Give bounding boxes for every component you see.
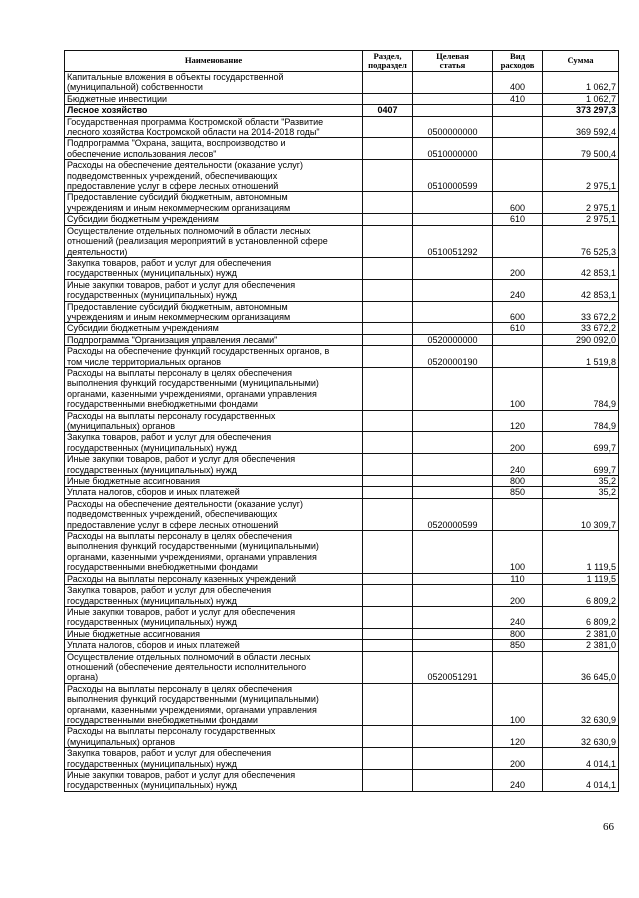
row-name: Закупка товаров, работ и услуг для обеспечения государственных (муниципальных) нужд <box>65 585 363 607</box>
row-expense-type: 610 <box>493 214 543 225</box>
row-section <box>363 323 413 334</box>
row-name: Расходы на обеспечение функций государственных органов, в том числе территориальных органов <box>65 346 363 368</box>
row-target <box>413 214 493 225</box>
row-section <box>363 432 413 454</box>
header-sum: Сумма <box>543 51 619 72</box>
row-sum: 699,7 <box>543 432 619 454</box>
row-sum: 35,2 <box>543 487 619 498</box>
row-target <box>413 770 493 792</box>
row-target: 0510051292 <box>413 225 493 257</box>
row-target: 0510000599 <box>413 160 493 192</box>
row-sum: 784,9 <box>543 410 619 432</box>
table-row <box>65 487 619 498</box>
row-section <box>363 301 413 323</box>
row-section <box>363 138 413 160</box>
row-sum: 2 975,1 <box>543 214 619 225</box>
table-row <box>65 476 619 487</box>
row-sum: 1 119,5 <box>543 531 619 574</box>
row-name: Субсидии бюджетным учреждениям <box>65 323 363 334</box>
row-sum: 4 014,1 <box>543 770 619 792</box>
row-section <box>363 72 413 94</box>
table-row <box>65 279 619 301</box>
row-name: Закупка товаров, работ и услуг для обеспечения государственных (муниципальных) нужд <box>65 257 363 279</box>
row-sum: 2 975,1 <box>543 160 619 192</box>
row-expense-type: 240 <box>493 279 543 301</box>
row-target <box>413 72 493 94</box>
row-expense-type <box>493 334 543 345</box>
row-sum: 6 809,2 <box>543 606 619 628</box>
table-row <box>65 640 619 651</box>
row-target <box>413 531 493 574</box>
row-target <box>413 748 493 770</box>
row-section <box>363 683 413 726</box>
row-target: 0520000599 <box>413 498 493 530</box>
row-expense-type <box>493 498 543 530</box>
row-target: 0500000000 <box>413 116 493 138</box>
row-target <box>413 573 493 584</box>
row-section <box>363 531 413 574</box>
row-expense-type <box>493 160 543 192</box>
row-target <box>413 454 493 476</box>
row-expense-type: 240 <box>493 606 543 628</box>
row-target <box>413 476 493 487</box>
table-row <box>65 138 619 160</box>
row-sum: 784,9 <box>543 367 619 410</box>
row-target <box>413 726 493 748</box>
table-header-row <box>65 51 619 72</box>
row-sum: 76 525,3 <box>543 225 619 257</box>
row-sum: 1 119,5 <box>543 573 619 584</box>
row-section <box>363 225 413 257</box>
row-target <box>413 606 493 628</box>
header-section: Раздел, подраздел <box>363 51 413 72</box>
row-name: Бюджетные инвестиции <box>65 93 363 104</box>
header-target: Целевая статья <box>413 51 493 72</box>
row-expense-type: 800 <box>493 476 543 487</box>
table-row <box>65 346 619 368</box>
table-row <box>65 192 619 214</box>
row-sum: 33 672,2 <box>543 301 619 323</box>
row-expense-type <box>493 651 543 683</box>
row-expense-type: 200 <box>493 257 543 279</box>
row-section <box>363 160 413 192</box>
table-row <box>65 726 619 748</box>
row-section <box>363 279 413 301</box>
row-section <box>363 585 413 607</box>
table-row <box>65 214 619 225</box>
row-name: Расходы на обеспечение деятельности (оказание услуг) подведомственных учреждений, обеспечивающих предоставление услуг в сфере лесных отношений <box>65 498 363 530</box>
row-target <box>413 192 493 214</box>
row-name: Закупка товаров, работ и услуг для обеспечения государственных (муниципальных) нужд <box>65 432 363 454</box>
row-name: Иные закупки товаров, работ и услуг для обеспечения государственных (муниципальных) нужд <box>65 606 363 628</box>
table-row <box>65 651 619 683</box>
row-sum: 6 809,2 <box>543 585 619 607</box>
table-row <box>65 301 619 323</box>
row-name: Закупка товаров, работ и услуг для обеспечения государственных (муниципальных) нужд <box>65 748 363 770</box>
row-name: Расходы на выплаты персоналу в целях обеспечения выполнения функций государственными (муниципальными) органами, казенными учреждениями, органами управления государственными внебюджетными фондами <box>65 683 363 726</box>
table-row <box>65 116 619 138</box>
row-name: Иные закупки товаров, работ и услуг для обеспечения государственных (муниципальных) нужд <box>65 279 363 301</box>
row-section <box>363 93 413 104</box>
table-row <box>65 410 619 432</box>
row-name: Предоставление субсидий бюджетным, автономным учреждениям и иным некоммерческим организациям <box>65 301 363 323</box>
budget-table <box>64 50 619 792</box>
table-row <box>65 573 619 584</box>
row-expense-type: 400 <box>493 72 543 94</box>
row-target <box>413 585 493 607</box>
row-expense-type <box>493 116 543 138</box>
row-name: Подпрограмма "Организация управления лесами" <box>65 334 363 345</box>
row-target <box>413 432 493 454</box>
row-section <box>363 726 413 748</box>
row-target <box>413 487 493 498</box>
row-section <box>363 606 413 628</box>
row-section <box>363 410 413 432</box>
row-name: Иные закупки товаров, работ и услуг для обеспечения государственных (муниципальных) нужд <box>65 454 363 476</box>
row-expense-type <box>493 225 543 257</box>
row-sum: 1 519,8 <box>543 346 619 368</box>
row-expense-type: 850 <box>493 640 543 651</box>
row-sum: 42 853,1 <box>543 257 619 279</box>
row-target: 0510000000 <box>413 138 493 160</box>
row-sum: 10 309,7 <box>543 498 619 530</box>
row-expense-type <box>493 105 543 116</box>
table-row <box>65 628 619 639</box>
row-target <box>413 367 493 410</box>
row-expense-type: 100 <box>493 531 543 574</box>
row-expense-type: 600 <box>493 301 543 323</box>
row-name: Предоставление субсидий бюджетным, автономным учреждениям и иным некоммерческим организациям <box>65 192 363 214</box>
row-section <box>363 651 413 683</box>
row-expense-type: 410 <box>493 93 543 104</box>
row-sum: 2 381,0 <box>543 628 619 639</box>
row-name: Расходы на выплаты персоналу в целях обеспечения выполнения функций государственными (муниципальными) органами, казенными учреждениями, органами управления государственными внебюджетными фондами <box>65 531 363 574</box>
row-sum: 2 381,0 <box>543 640 619 651</box>
row-section <box>363 116 413 138</box>
table-row <box>65 93 619 104</box>
row-name: Расходы на выплаты персоналу в целях обеспечения выполнения функций государственными (муниципальными) органами, казенными учреждениями, органами управления государственными внебюджетными фондами <box>65 367 363 410</box>
row-section <box>363 487 413 498</box>
page-number: 66 <box>603 821 614 833</box>
row-name: Государственная программа Костромской области "Развитие лесного хозяйства Костромской области на 2014-2018 годы" <box>65 116 363 138</box>
row-target <box>413 105 493 116</box>
row-section <box>363 334 413 345</box>
row-section <box>363 748 413 770</box>
table-row <box>65 160 619 192</box>
row-expense-type: 120 <box>493 726 543 748</box>
row-section <box>363 476 413 487</box>
table-row <box>65 585 619 607</box>
row-expense-type: 100 <box>493 683 543 726</box>
row-expense-type: 800 <box>493 628 543 639</box>
row-name: Осуществление отдельных полномочий в области лесных отношений (обеспечение деятельности исполнительного органа) <box>65 651 363 683</box>
row-sum: 4 014,1 <box>543 748 619 770</box>
row-section <box>363 454 413 476</box>
row-sum: 1 062,7 <box>543 72 619 94</box>
row-expense-type: 200 <box>493 432 543 454</box>
row-expense-type <box>493 346 543 368</box>
row-section <box>363 346 413 368</box>
row-section: 0407 <box>363 105 413 116</box>
row-section <box>363 257 413 279</box>
row-target: 0520000000 <box>413 334 493 345</box>
table-row <box>65 531 619 574</box>
row-sum: 699,7 <box>543 454 619 476</box>
row-target <box>413 323 493 334</box>
row-target <box>413 683 493 726</box>
row-target: 0520000190 <box>413 346 493 368</box>
table-row <box>65 257 619 279</box>
row-name: Иные бюджетные ассигнования <box>65 628 363 639</box>
row-target <box>413 301 493 323</box>
row-name: Капитальные вложения в объекты государственной (муниципальной) собственности <box>65 72 363 94</box>
row-section <box>363 573 413 584</box>
row-sum: 32 630,9 <box>543 726 619 748</box>
row-name: Субсидии бюджетным учреждениям <box>65 214 363 225</box>
table-row <box>65 225 619 257</box>
row-expense-type: 600 <box>493 192 543 214</box>
row-name: Уплата налогов, сборов и иных платежей <box>65 487 363 498</box>
row-expense-type: 100 <box>493 367 543 410</box>
row-section <box>363 192 413 214</box>
row-target <box>413 628 493 639</box>
row-expense-type: 850 <box>493 487 543 498</box>
table-row <box>65 105 619 116</box>
row-expense-type: 120 <box>493 410 543 432</box>
row-name: Подпрограмма "Охрана, защита, воспроизводство и обеспечение использования лесов" <box>65 138 363 160</box>
row-sum: 79 500,4 <box>543 138 619 160</box>
row-target <box>413 410 493 432</box>
table-row <box>65 770 619 792</box>
row-sum: 369 592,4 <box>543 116 619 138</box>
row-name: Лесное хозяйство <box>65 105 363 116</box>
table-row <box>65 606 619 628</box>
row-target: 0520051291 <box>413 651 493 683</box>
table-row <box>65 683 619 726</box>
row-expense-type: 240 <box>493 454 543 476</box>
row-expense-type: 200 <box>493 585 543 607</box>
table-row <box>65 454 619 476</box>
budget-table-page <box>64 50 618 792</box>
row-target <box>413 279 493 301</box>
header-name: Наименование <box>65 51 363 72</box>
row-section <box>363 214 413 225</box>
row-section <box>363 498 413 530</box>
row-target <box>413 640 493 651</box>
row-name: Расходы на выплаты персоналу государственных (муниципальных) органов <box>65 410 363 432</box>
table-row <box>65 367 619 410</box>
row-expense-type: 610 <box>493 323 543 334</box>
table-row <box>65 432 619 454</box>
table-row <box>65 498 619 530</box>
row-expense-type <box>493 138 543 160</box>
row-name: Иные бюджетные ассигнования <box>65 476 363 487</box>
row-section <box>363 770 413 792</box>
row-expense-type: 110 <box>493 573 543 584</box>
row-target <box>413 93 493 104</box>
row-name: Иные закупки товаров, работ и услуг для обеспечения государственных (муниципальных) нужд <box>65 770 363 792</box>
row-name: Расходы на обеспечение деятельности (оказание услуг) подведомственных учреждений, обеспечивающих предоставление услуг в сфере лесных отношений <box>65 160 363 192</box>
row-sum: 36 645,0 <box>543 651 619 683</box>
row-sum: 35,2 <box>543 476 619 487</box>
row-sum: 33 672,2 <box>543 323 619 334</box>
row-name: Расходы на выплаты персоналу государственных (муниципальных) органов <box>65 726 363 748</box>
table-row <box>65 72 619 94</box>
table-row <box>65 748 619 770</box>
row-sum: 1 062,7 <box>543 93 619 104</box>
row-name: Уплата налогов, сборов и иных платежей <box>65 640 363 651</box>
row-expense-type: 240 <box>493 770 543 792</box>
row-name: Осуществление отдельных полномочий в области лесных отношений (реализация мероприятий в установленной сфере деятельности) <box>65 225 363 257</box>
row-target <box>413 257 493 279</box>
row-sum: 2 975,1 <box>543 192 619 214</box>
row-expense-type: 200 <box>493 748 543 770</box>
row-sum: 42 853,1 <box>543 279 619 301</box>
row-name: Расходы на выплаты персоналу казенных учреждений <box>65 573 363 584</box>
row-section <box>363 628 413 639</box>
header-expense-type: Вид расходов <box>493 51 543 72</box>
table-row <box>65 334 619 345</box>
row-sum: 373 297,3 <box>543 105 619 116</box>
table-row <box>65 323 619 334</box>
row-section <box>363 367 413 410</box>
row-sum: 290 092,0 <box>543 334 619 345</box>
row-sum: 32 630,9 <box>543 683 619 726</box>
row-section <box>363 640 413 651</box>
